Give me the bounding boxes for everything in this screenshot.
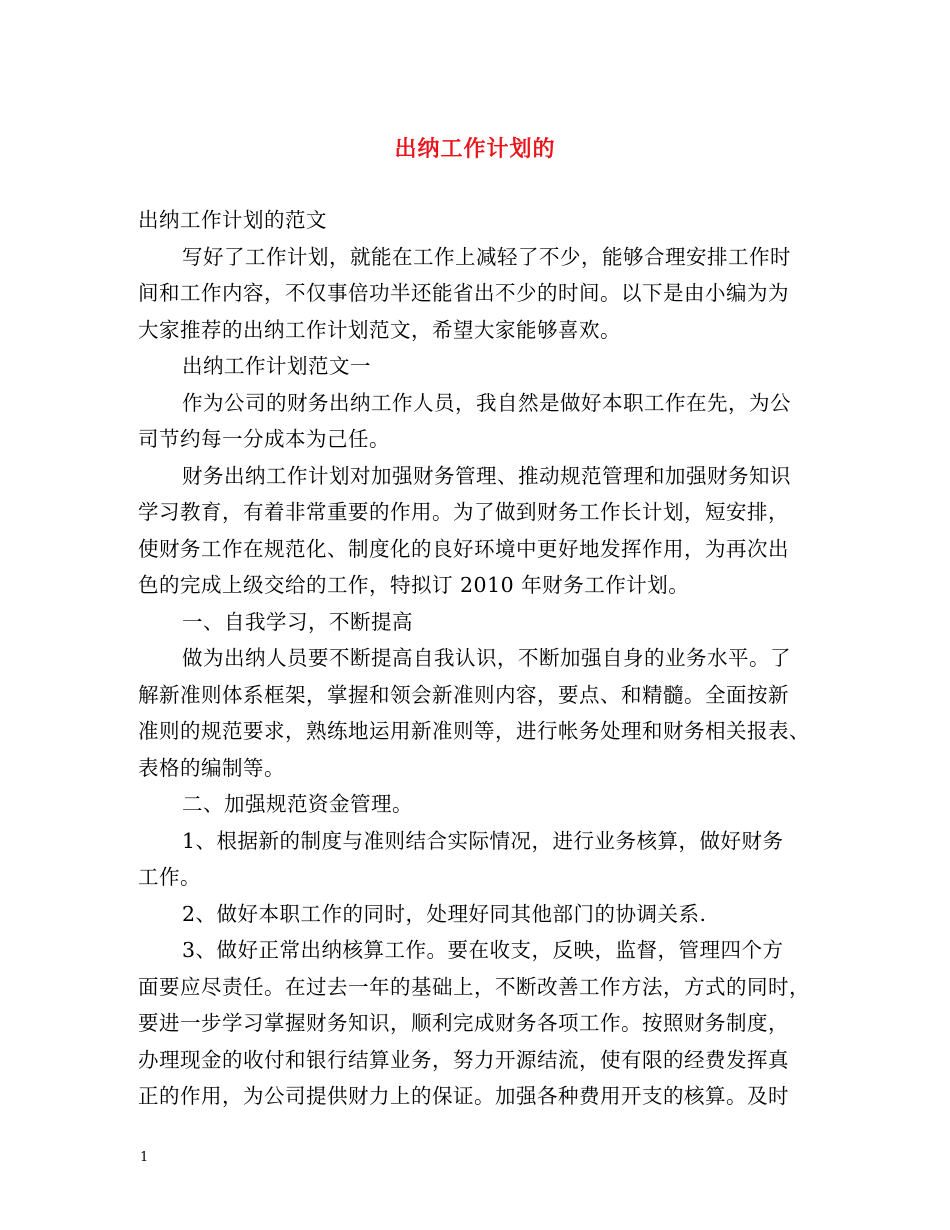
text-line: 1、根据新的制度与准则结合实际情况，进行业务核算，做好财务 (182, 828, 784, 853)
text-line: 司节约每一分成本为己任。 (138, 427, 390, 451)
text-line: 财务出纳工作计划对加强财务管理、推动规范管理和加强财务知识 (182, 463, 791, 488)
text-line: 间和工作内容，不仅事倍功半还能省出不少的时间。以下是由小编为为 (138, 281, 789, 305)
text-line: 二、加强规范资金管理。 (182, 792, 413, 816)
text-line: 写好了工作计划，就能在工作上减轻了不少，能够合理安排工作时 (182, 244, 791, 269)
text-line: 准则的规范要求，熟练地运用新准则等，进行帐务处理和财务相关报表、 (138, 719, 810, 743)
text-line: 3、做好正常出纳核算工作。要在收支，反映，监督，管理四个方 (182, 938, 784, 962)
text-line: 解新准则体系框架，掌握和领会新准则内容，要点、和精髓。全面按新 (138, 682, 789, 707)
text-line: 色的完成上级交给的工作，特拟订 2010 年财务工作计划。 (138, 573, 690, 597)
text-line: 一、自我学习，不断提高 (182, 609, 413, 634)
document-title: 出纳工作计划的 (394, 136, 556, 162)
text-line: 办理现金的收付和银行结算业务，努力开源结流，使有限的经费发挥真 (138, 1047, 789, 1072)
text-line: 使财务工作在规范化、制度化的良好环境中更好地发挥作用，为再次出 (138, 536, 789, 561)
text-line: 出纳工作计划范文一 (182, 354, 371, 378)
text-line: 要进一步学习掌握财务知识，顺利完成财务各项工作。按照财务制度， (138, 1011, 789, 1035)
page-number: 1 (140, 1150, 149, 1165)
text-line: 大家推荐的出纳工作计划范文，希望大家能够喜欢。 (138, 317, 621, 342)
text-line: 2、做好本职工作的同时，处理好同其他部门的协调关系. (182, 901, 707, 926)
text-line: 正的作用，为公司提供财力上的保证。加强各种费用开支的核算。及时 (138, 1084, 789, 1108)
text-line: 做为出纳人员要不断提高自我认识，不断加强自身的业务水平。了 (182, 646, 791, 670)
document-body (138, 202, 828, 1115)
text-line: 表格的编制等。 (138, 755, 285, 780)
text-line: 作为公司的财务出纳工作人员，我自然是做好本职工作在先，为公 (182, 390, 791, 415)
text-line: 出纳工作计划的范文 (138, 208, 327, 232)
text-line: 面要应尽责任。在过去一年的基础上，不断改善工作方法，方式的同时， (138, 974, 810, 999)
text-line: 学习教育，有着非常重要的作用。为了做到财务工作长计划，短安排， (138, 500, 789, 524)
text-line: 工作。 (138, 865, 201, 889)
